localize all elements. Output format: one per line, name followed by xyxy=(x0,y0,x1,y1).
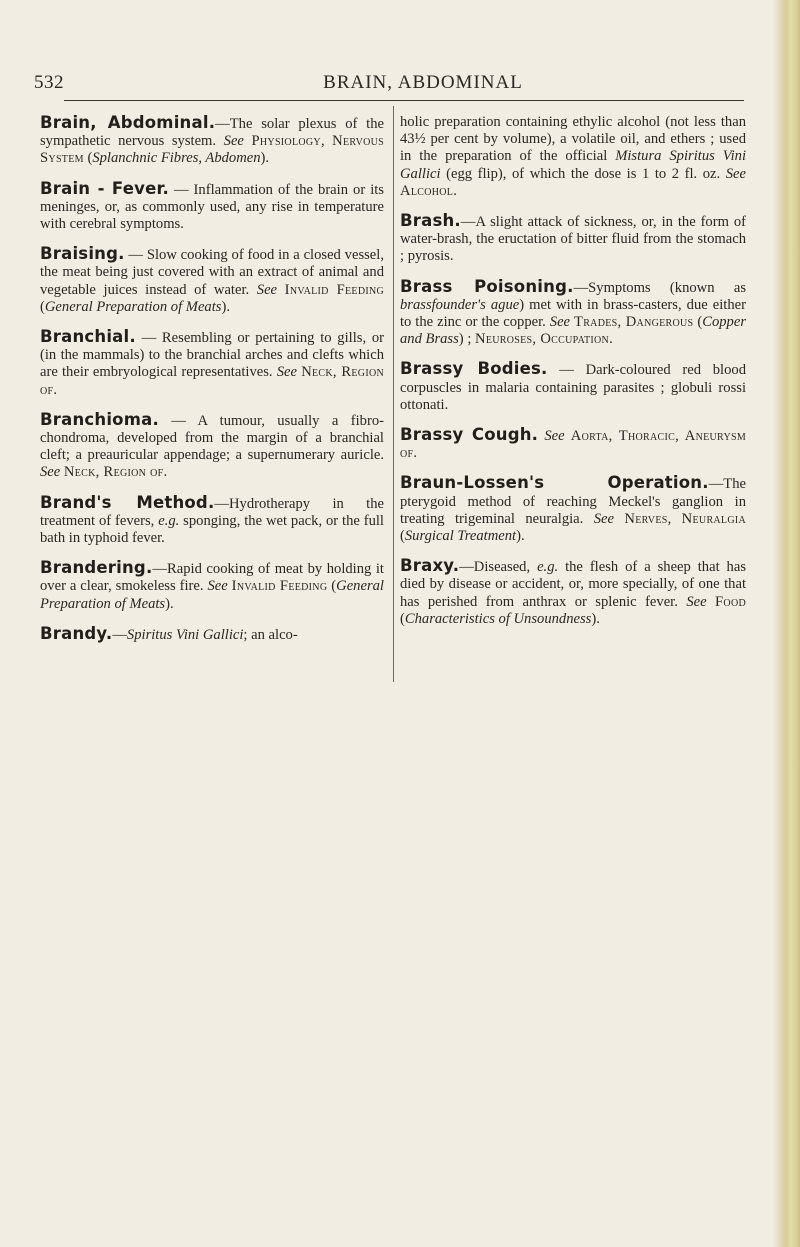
entry-brandering xyxy=(40,559,384,613)
entry-brandy xyxy=(40,625,384,644)
cross-reference[interactable]: Invalid Feeding xyxy=(284,281,385,298)
definition-text: —Hydrotherapy in the treatment of fevers, xyxy=(40,495,385,529)
see-label: See xyxy=(256,281,278,298)
entry-brandy-continued xyxy=(400,114,746,200)
headword: Brassy Cough. xyxy=(400,425,539,445)
headword: Brandering. xyxy=(40,558,153,578)
page-edge xyxy=(778,0,800,1247)
definition-text: the flesh of a sheep that has died by disease or accident, or, more specially, of one that has perished from anthrax or splenic fever. xyxy=(400,559,747,610)
column-divider xyxy=(393,106,394,682)
cross-reference[interactable]: Neuroses, Occupation xyxy=(475,331,610,348)
definition-text: — Resembling or pertaining to gills, or (in the mammals) to the branchial arches and clefts which are their embryological representatives. xyxy=(40,330,384,381)
right-column xyxy=(400,114,746,640)
entry-brass-poisoning xyxy=(400,278,746,349)
paren-open: ( xyxy=(400,528,405,545)
dash: — xyxy=(112,626,127,643)
cross-reference-subsection[interactable]: General Preparation of Meats xyxy=(40,578,384,612)
abbreviation: e.g. xyxy=(537,559,559,576)
entry-brain-fever xyxy=(40,180,384,234)
definition-text: — Inflammation of the brain or its meninges, or, as commonly used, any rise in temperature with cerebral symptoms. xyxy=(40,181,384,233)
period: . xyxy=(413,445,418,462)
definition-text: —A slight attack of sickness, or, in the form of water-brash, the eructation of bitter fluid from the stomach ; pyrosis. xyxy=(400,214,746,265)
paren-open: ( xyxy=(400,610,405,627)
headword: Brain, Abdominal. xyxy=(40,113,216,132)
cross-reference[interactable]: Aorta, Thoracic, Aneurysm of xyxy=(400,428,747,462)
paren-close: ). xyxy=(591,610,600,627)
see-label: See xyxy=(725,165,746,182)
entry-branchial xyxy=(40,328,384,399)
entry-brassy-bodies xyxy=(400,360,746,414)
cross-reference[interactable]: Physiology xyxy=(251,133,321,150)
paren-open: ( xyxy=(83,150,93,167)
cross-reference-subsection[interactable]: Splanchnic Fibres, Abdomen xyxy=(92,150,261,167)
definition-text: —Symptoms (known as xyxy=(573,279,746,296)
definition-text: ; an alco- xyxy=(243,626,298,643)
definition-text: sponging, the wet pack, or the full bath in typhoid fever. xyxy=(40,512,384,547)
headword: Braxy. xyxy=(400,556,460,576)
entry-branchioma xyxy=(40,411,384,482)
cross-reference[interactable]: Invalid Feeding xyxy=(231,578,328,595)
separator: , xyxy=(320,133,333,150)
paren-open: ( xyxy=(327,578,337,595)
definition-text: — Slow cooking of food in a closed vessel, the meat being just covered with an extract of animal and vegetable juices instead of water. xyxy=(40,247,384,298)
cross-reference-subsection[interactable]: General Preparation of Meats xyxy=(44,298,222,315)
latin-name: Mistura Spiritus Vini Gallici xyxy=(400,148,746,182)
entry-brain-abdominal xyxy=(40,114,384,168)
page-number: 532 xyxy=(34,72,64,93)
period: . xyxy=(53,381,58,398)
left-column xyxy=(40,114,384,656)
entry-braxy xyxy=(400,557,746,628)
headword: Brandy. xyxy=(40,623,113,643)
cross-reference[interactable]: Nervous System xyxy=(40,133,385,167)
cross-reference[interactable]: Neck, Region of xyxy=(40,364,384,398)
entry-braising xyxy=(40,245,384,316)
period: . xyxy=(453,182,457,199)
see-label: See xyxy=(223,133,244,150)
headword: Brain - Fever. xyxy=(40,178,169,198)
cross-reference-subsection[interactable]: Characteristics of Unsoundness xyxy=(404,610,592,627)
entry-brands-method xyxy=(40,494,384,548)
headword: Brand's Method. xyxy=(40,492,215,512)
see-label: See xyxy=(40,464,61,481)
paren-close: ). xyxy=(260,150,270,167)
entry-braun-lossen-operation xyxy=(400,474,746,545)
definition-text: —The solar plexus of the sympathetic nervous system. xyxy=(40,116,384,150)
headword: Branchial. xyxy=(40,327,136,347)
paren-open: ( xyxy=(40,298,45,315)
abbreviation: e.g. xyxy=(158,512,180,529)
entry-brash xyxy=(400,212,746,266)
cross-reference[interactable]: Neuralgia xyxy=(681,510,747,527)
definition-text: ) met with in brass-casters, due either to the zinc or the copper. xyxy=(400,296,746,331)
cross-reference[interactable]: Neck, Region of xyxy=(63,464,164,481)
period: . xyxy=(163,464,168,481)
cross-reference-subsection[interactable]: Copper and Brass xyxy=(400,314,746,348)
cross-reference[interactable]: Nerves xyxy=(624,510,668,527)
definition-text: —The pterygoid method of reaching Meckel's ganglion in treating trigeminal neuralgia. xyxy=(400,476,746,527)
definition-text: —Diseased, xyxy=(459,559,538,576)
see-label: See xyxy=(686,593,707,610)
cross-reference[interactable]: Trades, Dangerous xyxy=(574,314,694,331)
headword: Brash. xyxy=(400,211,461,231)
definition-text: (egg flip), of which the dose is 1 to 2 fl. oz. xyxy=(440,165,726,182)
definition-text: — A tumour, usually a fibro-chondroma, developed from the margin of a branchial cleft; a preauricular appendage; a supernumerary auricle. xyxy=(40,412,384,464)
cross-reference[interactable]: Food xyxy=(715,593,746,610)
latin-name: Spiritus Vini Gallici xyxy=(126,626,244,643)
headword: Braising. xyxy=(40,244,125,264)
paren-close: ). xyxy=(165,595,174,612)
headword: Brassy Bodies. xyxy=(400,359,548,379)
paren-close: ) xyxy=(458,331,464,348)
entry-brassy-cough xyxy=(400,426,746,462)
page-header xyxy=(0,70,790,100)
italic-term: brassfounder's ague xyxy=(400,296,520,313)
definition-text: holic preparation containing ethylic alcohol (not less than 43½ per cent by volume), a volatile oil, and ethers ; used in the preparation of the official xyxy=(400,114,746,165)
cross-reference-subsection[interactable]: Surgical Treatment xyxy=(404,528,517,545)
headword: Brass Poisoning. xyxy=(400,276,574,296)
separator: ; xyxy=(463,331,476,348)
paren-close: ). xyxy=(221,298,230,315)
cross-reference[interactable]: Alcohol xyxy=(400,182,454,199)
definition-text: — Dark-coloured red blood corpuscles in malaria containing parasites ; globuli rossi ottonati. xyxy=(400,362,746,413)
period: . xyxy=(609,331,613,348)
paren-open: ( xyxy=(693,314,703,331)
definition-text: —Rapid cooking of meat by holding it over a clear, smokeless fire. xyxy=(40,561,384,595)
see-label: See xyxy=(549,314,571,331)
header-rule xyxy=(64,100,744,101)
headword: Branchioma. xyxy=(40,409,159,429)
see-label: See xyxy=(276,364,297,381)
separator: , xyxy=(667,510,682,527)
see-label: See xyxy=(544,428,565,445)
see-label: See xyxy=(593,510,614,527)
see-label: See xyxy=(207,578,228,595)
running-head: BRAIN, ABDOMINAL xyxy=(323,72,523,93)
headword: Braun-Lossen's Operation. xyxy=(400,473,709,493)
paren-close: ). xyxy=(516,528,525,545)
